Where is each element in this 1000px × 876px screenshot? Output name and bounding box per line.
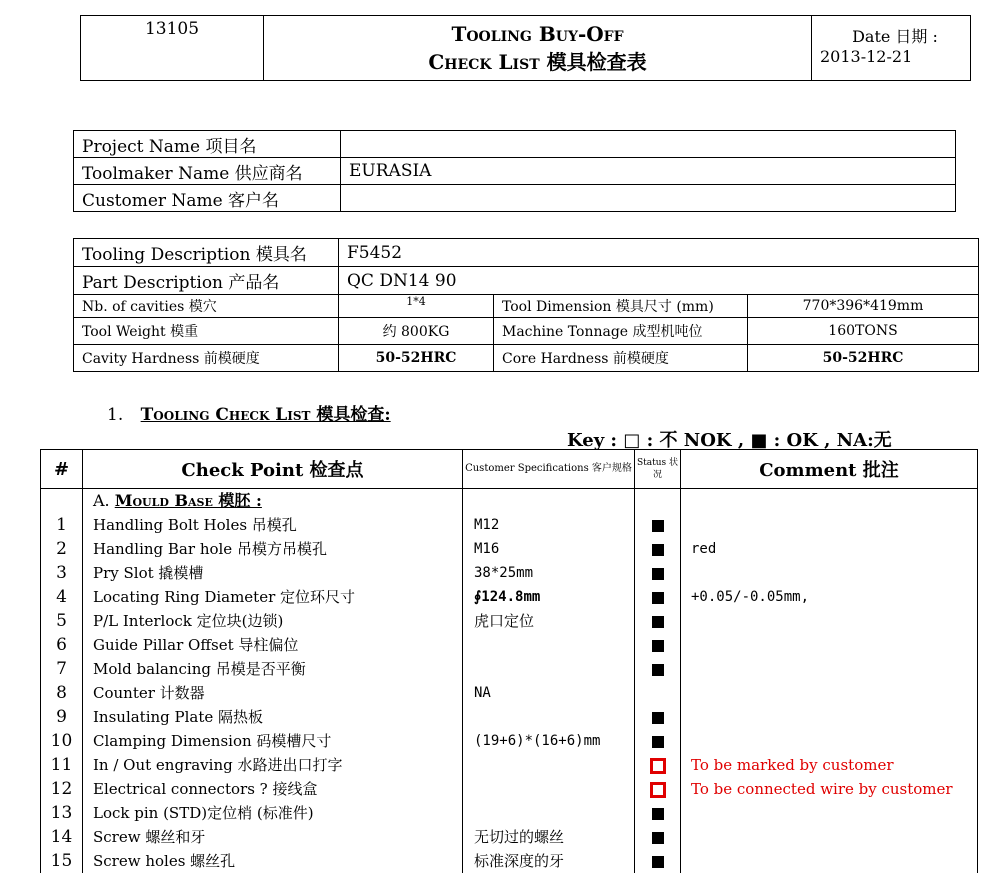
row-number: 9 [56, 707, 67, 727]
row-number: 5 [56, 611, 67, 631]
comment-text [681, 801, 977, 825]
status-ok-icon [652, 616, 664, 628]
section-a-comment-spacer [681, 489, 977, 513]
status-ok-icon [652, 664, 664, 676]
core-hardness-value: 50-52HRC [748, 345, 979, 372]
project-info-table [73, 130, 956, 212]
cavities-value: 1*4 [339, 295, 494, 318]
comment-text [681, 849, 977, 873]
section-title: Tooling Check List 模具检查: [140, 405, 391, 425]
status-ok-icon [652, 520, 664, 532]
status-cell [635, 561, 680, 585]
tool-dimension-label: Tool Dimension 模具尺寸 (mm) [494, 295, 748, 318]
section-a-title [83, 489, 462, 513]
section-a-status-spacer [635, 489, 680, 513]
status-ok-icon [652, 856, 664, 868]
tooling-info-table [73, 238, 979, 372]
status-cell [635, 585, 680, 609]
check-point-label: In / Out engraving 水路进出口打字 [93, 756, 343, 774]
row-number: 1 [56, 515, 67, 535]
spec-value: 标准深度的牙 [474, 852, 565, 870]
cavity-hardness-label: Cavity Hardness 前模硬度 [74, 345, 339, 372]
status-nok-icon [650, 782, 666, 798]
status-cell [635, 777, 680, 801]
status-ok-icon [652, 832, 664, 844]
col-header-status: Status 状况 [635, 450, 681, 489]
tooling-desc-value: F5452 [339, 239, 979, 267]
status-cell [635, 825, 680, 849]
spec-value: 38*25mm [474, 565, 534, 581]
row-number: 2 [56, 539, 67, 559]
col-header-comment: Comment 批注 [681, 450, 978, 489]
check-point-label: Guide Pillar Offset 导柱偏位 [93, 636, 299, 654]
document-number: 13105 [81, 16, 264, 81]
status-cell [635, 633, 680, 657]
status-cell [635, 801, 680, 825]
row-number: 13 [50, 803, 73, 823]
status-ok-icon [652, 808, 664, 820]
row-number: 14 [50, 827, 73, 847]
check-point-label: Lock pin (STD)定位梢 (标准件) [93, 804, 314, 822]
comment-text: To be marked by customer [691, 756, 894, 774]
status-cell [635, 609, 680, 633]
row-number: 8 [56, 683, 67, 703]
status-column [635, 489, 681, 874]
spec-value: 无切过的螺丝 [474, 828, 565, 846]
tool-weight-label: Tool Weight 模重 [74, 318, 339, 345]
check-point-label: P/L Interlock 定位块(边锁) [93, 612, 284, 630]
section-number: 1. [107, 405, 124, 425]
comment-text [681, 609, 977, 633]
document-header [80, 15, 971, 81]
status-cell [635, 705, 680, 729]
spec-value [463, 753, 634, 777]
status-ok-icon [652, 712, 664, 724]
status-cell [635, 537, 680, 561]
check-point-label: Pry Slot 撬模槽 [93, 564, 204, 582]
row-number: 15 [50, 851, 73, 871]
status-ok-icon [652, 592, 664, 604]
tooling-desc-label: Tooling Description 模具名 [74, 239, 339, 267]
title-line-2: Check List 模具检查表 [428, 50, 647, 74]
comment-column [681, 489, 978, 874]
date-cell [812, 16, 971, 81]
check-point-label: Locating Ring Diameter 定位环尺寸 [93, 588, 356, 606]
section-a-spacer [41, 489, 82, 513]
section-a-spec-spacer [463, 489, 634, 513]
check-point-column [83, 489, 463, 874]
spec-value: M12 [474, 517, 500, 533]
toolmaker-label: Toolmaker Name 供应商名 [74, 158, 341, 185]
customer-label: Customer Name 客户名 [74, 185, 341, 212]
row-number: 6 [56, 635, 67, 655]
date-value: 2013-12-21 [820, 47, 913, 66]
status-ok-icon [652, 568, 664, 580]
spec-column [463, 489, 635, 874]
toolmaker-value: EURASIA [341, 158, 956, 185]
status-ok-icon [652, 640, 664, 652]
status-ok-icon [652, 736, 664, 748]
row-number: 4 [56, 587, 67, 607]
spec-value [463, 657, 634, 681]
comment-text [681, 729, 977, 753]
check-point-label: Screw holes 螺丝孔 [93, 852, 236, 870]
status-cell [635, 729, 680, 753]
col-header-number: # [41, 450, 83, 489]
status-cell [635, 657, 680, 681]
check-point-label: Handling Bar hole 吊模方吊模孔 [93, 540, 327, 558]
status-cell [635, 849, 680, 873]
checklist-table [40, 449, 978, 873]
spec-value: ∮124.8mm [474, 589, 541, 605]
comment-text [681, 657, 977, 681]
comment-text [681, 633, 977, 657]
row-number: 12 [50, 779, 73, 799]
status-ok-icon [652, 544, 664, 556]
spec-value: NA [474, 685, 491, 701]
tonnage-label: Machine Tonnage 成型机吨位 [494, 318, 748, 345]
status-key: Key : □ : 不 NOK , ■ : OK , NA:无 [567, 430, 892, 451]
customer-value [341, 185, 956, 212]
spec-value: (19+6)*(16+6)mm [474, 733, 601, 749]
check-point-label: Clamping Dimension 码模槽尺寸 [93, 732, 332, 750]
col-header-check-point: Check Point 检查点 [83, 450, 463, 489]
section-a-prefix: A. [93, 491, 115, 510]
tool-weight-value: 约 800KG [339, 318, 494, 345]
spec-value: M16 [474, 541, 500, 557]
tonnage-value: 160TONS [748, 318, 979, 345]
check-point-label: Mold balancing 吊模是否平衡 [93, 660, 306, 678]
project-name-value [341, 131, 956, 158]
title-line-1: Tooling Buy-Off [451, 22, 624, 46]
comment-text [681, 513, 977, 537]
spec-value [463, 801, 634, 825]
spec-value [463, 633, 634, 657]
check-point-label: Screw 螺丝和牙 [93, 828, 206, 846]
check-point-label: Handling Bolt Holes 吊模孔 [93, 516, 297, 534]
project-name-label: Project Name 项目名 [74, 131, 341, 158]
check-point-label: Electrical connectors ? 接线盒 [93, 780, 318, 798]
core-hardness-label: Core Hardness 前模硬度 [494, 345, 748, 372]
comment-text: red [691, 541, 717, 557]
col-header-spec: Customer Specifications 客户规格 [463, 450, 635, 489]
comment-text [681, 705, 977, 729]
cavity-hardness-value: 50-52HRC [339, 345, 494, 372]
number-column [41, 489, 83, 874]
section-a-heading: Mould Base 模胚 : [114, 491, 262, 510]
comment-text [681, 561, 977, 585]
status-cell [635, 513, 680, 537]
part-desc-value: QC DN14 90 [339, 267, 979, 295]
date-label: Date 日期 : [852, 27, 938, 46]
tool-dimension-value: 770*396*419mm [748, 295, 979, 318]
part-desc-label: Part Description 产品名 [74, 267, 339, 295]
spec-value [463, 705, 634, 729]
spec-value: 虎口定位 [474, 612, 535, 630]
row-number: 11 [50, 755, 73, 775]
row-number: 7 [56, 659, 67, 679]
comment-text [681, 681, 977, 705]
section-heading [107, 400, 391, 425]
comment-text: +0.05/-0.05mm, [691, 589, 810, 605]
row-number: 3 [56, 563, 67, 583]
status-cell [635, 753, 680, 777]
comment-text [681, 825, 977, 849]
check-point-label: Counter 计数器 [93, 684, 205, 702]
document-title [264, 16, 812, 81]
status-nok-icon [650, 758, 666, 774]
cavities-label: Nb. of cavities 模穴 [74, 295, 339, 318]
comment-text: To be connected wire by customer [691, 780, 953, 798]
spec-value [463, 777, 634, 801]
row-number: 10 [50, 731, 73, 751]
status-cell [635, 681, 680, 705]
check-point-label: Insulating Plate 隔热板 [93, 708, 264, 726]
